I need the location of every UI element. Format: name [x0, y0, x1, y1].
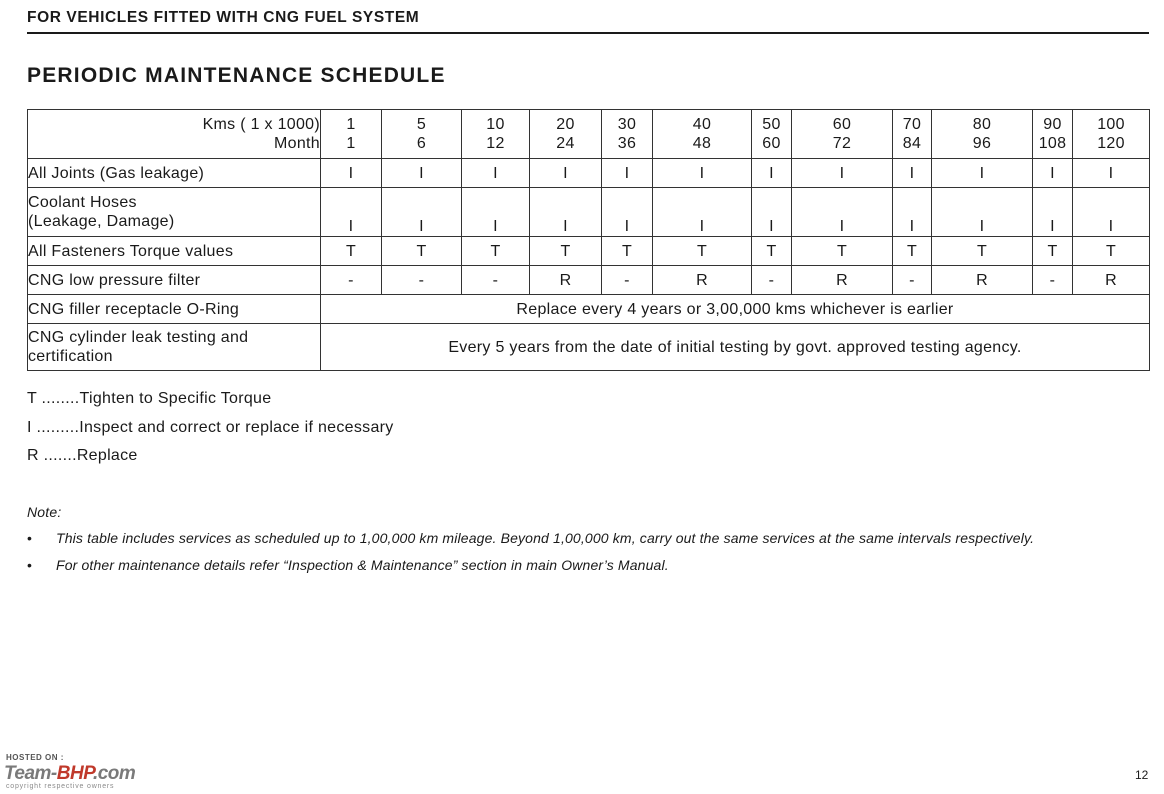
schedule-cell: I [932, 188, 1033, 237]
table-row [28, 266, 1150, 295]
schedule-cell: I [792, 159, 893, 188]
page-number: 12 [1135, 768, 1149, 782]
interval-cell [462, 110, 530, 159]
row-label-line: (Leakage, Damage) [28, 213, 175, 230]
table-row [28, 188, 1150, 237]
table-row [28, 237, 1150, 266]
interval-cell [1073, 110, 1150, 159]
interval-header-cell [28, 110, 321, 159]
month-label: Month [274, 135, 320, 152]
schedule-cell: - [752, 266, 792, 295]
legend-dots: ........ [41, 390, 80, 407]
legend-item [27, 390, 271, 408]
legend-key: R [27, 447, 39, 464]
month-value: 84 [902, 135, 922, 152]
schedule-cell: I [752, 159, 792, 188]
schedule-cell: I [893, 159, 932, 188]
schedule-cell: T [462, 237, 530, 266]
schedule-cell: T [653, 237, 752, 266]
month-value: 12 [486, 135, 505, 152]
kms-value: 10 [486, 116, 505, 133]
schedule-cell: - [321, 266, 382, 295]
bullet-dot-icon: • [27, 557, 33, 573]
schedule-cell: T [530, 237, 602, 266]
document-header: FOR VEHICLES FITTED WITH CNG FUEL SYSTEM [27, 9, 1149, 34]
schedule-cell: I [1073, 159, 1150, 188]
schedule-cell: I [530, 188, 602, 237]
month-value: 60 [762, 135, 781, 152]
interval-cell [893, 110, 932, 159]
legend-dots: ......... [36, 419, 80, 436]
note-bullet-text: For other maintenance details refer “Inspection & Maintenance” section in main Owner’s Manual. [56, 557, 669, 573]
row-label-line: Coolant Hoses [28, 194, 137, 211]
interval-cell [792, 110, 893, 159]
schedule-cell: I [321, 188, 382, 237]
interval-cell [752, 110, 792, 159]
schedule-cell: R [653, 266, 752, 295]
legend-text: Inspect and correct or replace if necessary [79, 419, 394, 436]
kms-value: 60 [832, 116, 852, 133]
schedule-cell: I [602, 188, 653, 237]
interval-cell [932, 110, 1033, 159]
kms-value: 90 [1043, 116, 1062, 133]
month-value: 36 [617, 135, 637, 152]
schedule-cell: I [1033, 188, 1073, 237]
interval-cell [1033, 110, 1073, 159]
copyright-text: copyright respective owners [6, 783, 115, 790]
bullet-dot-icon: • [27, 530, 33, 546]
legend-key: T [27, 390, 37, 407]
schedule-cell: T [321, 237, 382, 266]
schedule-cell: I [602, 159, 653, 188]
schedule-cell: R [792, 266, 893, 295]
team-bhp-watermark [4, 753, 194, 791]
schedule-cell: I [382, 188, 462, 237]
schedule-cell: T [893, 237, 932, 266]
table-row [28, 324, 1150, 371]
schedule-cell: T [1073, 237, 1150, 266]
schedule-cell: T [792, 237, 893, 266]
month-value: 6 [416, 135, 427, 152]
legend-dots: ....... [43, 447, 77, 464]
month-value: 120 [1097, 135, 1125, 152]
kms-value: 70 [902, 116, 922, 133]
kms-value: 100 [1097, 116, 1125, 133]
kms-value: 40 [692, 116, 712, 133]
brand-text: BHP [56, 763, 93, 784]
schedule-cell: I [893, 188, 932, 237]
brand-text: .com [92, 763, 136, 784]
row-label-line: certification [28, 348, 113, 365]
schedule-cell: R [530, 266, 602, 295]
row-label [28, 324, 321, 371]
schedule-cell: I [792, 188, 893, 237]
row-label: CNG low pressure filter [28, 266, 321, 295]
kms-label: Kms ( 1 x 1000) [202, 116, 320, 133]
schedule-cell: - [893, 266, 932, 295]
legend-text: Replace [76, 447, 138, 464]
schedule-span-cell: Replace every 4 years or 3,00,000 kms whichever is earlier [321, 295, 1150, 324]
interval-cell [653, 110, 752, 159]
schedule-cell: I [321, 159, 382, 188]
month-value: 24 [556, 135, 575, 152]
table-row [28, 159, 1150, 188]
schedule-cell: T [752, 237, 792, 266]
row-label: CNG filler receptacle O-Ring [28, 295, 321, 324]
schedule-cell: T [382, 237, 462, 266]
schedule-cell: I [462, 159, 530, 188]
note-bullet-text: This table includes services as scheduled up to 1,00,000 km mileage. Beyond 1,00,000 km, carry out the same services at the same intervals respectively. [56, 530, 1035, 546]
schedule-cell: I [653, 159, 752, 188]
schedule-cell: - [462, 266, 530, 295]
interval-cell [530, 110, 602, 159]
maintenance-schedule-table [27, 109, 1150, 371]
month-value: 72 [832, 135, 852, 152]
month-value: 1 [346, 135, 356, 152]
month-value: 96 [972, 135, 992, 152]
schedule-cell: - [602, 266, 653, 295]
kms-value: 1 [346, 116, 356, 133]
schedule-cell: I [653, 188, 752, 237]
brand-logo [4, 763, 135, 785]
schedule-cell: I [530, 159, 602, 188]
interval-cell [382, 110, 462, 159]
schedule-cell: R [932, 266, 1033, 295]
schedule-cell: I [932, 159, 1033, 188]
row-label: All Joints (Gas leakage) [28, 159, 321, 188]
kms-value: 30 [617, 116, 637, 133]
legend-item [27, 447, 138, 465]
table-row [28, 295, 1150, 324]
schedule-cell: R [1073, 266, 1150, 295]
legend-key: I [27, 419, 32, 436]
hosted-on-label: HOSTED ON : [6, 753, 64, 762]
schedule-cell: T [932, 237, 1033, 266]
row-label [28, 188, 321, 237]
schedule-cell: - [382, 266, 462, 295]
month-value: 108 [1038, 135, 1067, 152]
kms-value: 20 [556, 116, 575, 133]
table-header-row [28, 110, 1150, 159]
kms-value: 5 [416, 116, 427, 133]
schedule-cell: I [382, 159, 462, 188]
schedule-cell: I [1033, 159, 1073, 188]
note-title: Note: [27, 504, 62, 520]
schedule-cell: T [1033, 237, 1073, 266]
schedule-cell: I [752, 188, 792, 237]
schedule-cell: I [1073, 188, 1150, 237]
schedule-cell: - [1033, 266, 1073, 295]
schedule-span-cell: Every 5 years from the date of initial testing by govt. approved testing agency. [321, 324, 1150, 371]
legend-text: Tighten to Specific Torque [79, 390, 272, 407]
brand-text: Team- [4, 763, 57, 784]
row-label-line: CNG cylinder leak testing and [28, 329, 249, 346]
schedule-cell: T [602, 237, 653, 266]
legend-item [27, 419, 394, 437]
interval-cell [602, 110, 653, 159]
month-value: 48 [692, 135, 712, 152]
row-label: All Fasteners Torque values [28, 237, 321, 266]
kms-value: 80 [972, 116, 992, 133]
page-title: PERIODIC MAINTENANCE SCHEDULE [27, 64, 446, 87]
kms-value: 50 [762, 116, 781, 133]
schedule-cell: I [462, 188, 530, 237]
interval-cell [321, 110, 382, 159]
